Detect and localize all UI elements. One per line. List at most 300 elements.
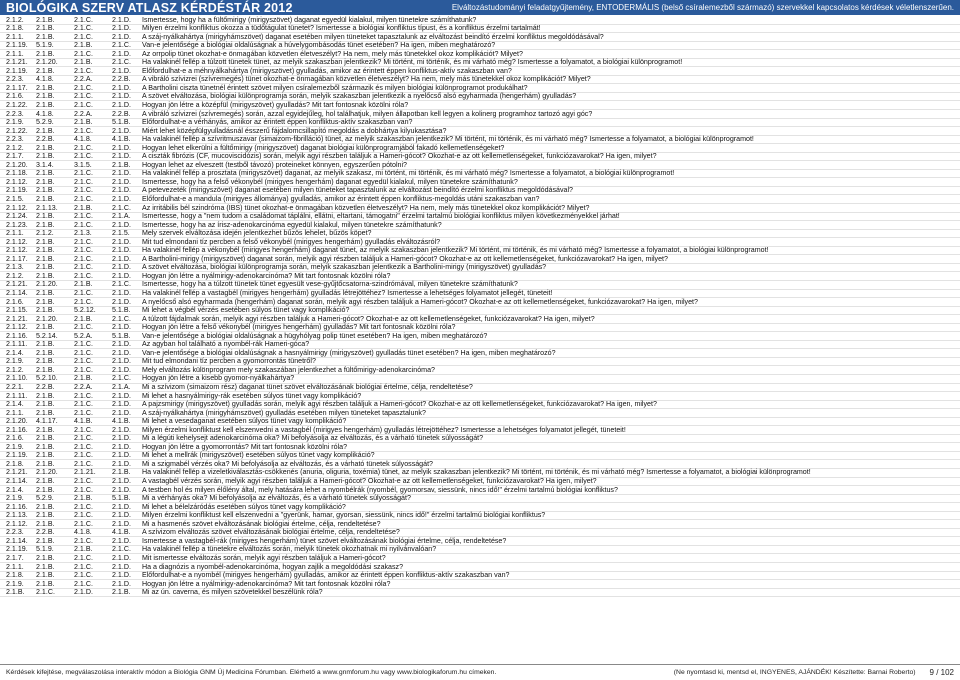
ref-code-2: 2.1.B. <box>36 519 55 528</box>
ref-code-4: 2.1.D. <box>112 451 131 460</box>
ref-code-1: 2.1.7. <box>6 553 24 562</box>
ref-code-1: 2.1.16. <box>6 331 28 340</box>
ref-code-1: 2.1.24. <box>6 212 28 221</box>
ref-code-3: 2.1.C. <box>74 212 93 221</box>
ref-code-4: 2.1.D. <box>112 442 131 451</box>
question-text: Hogyan jön létre a kisebb gyomor-nyálkahártya? <box>142 374 295 383</box>
ref-code-1: 2.1.11. <box>6 391 28 400</box>
ref-code-3: 2.1.C. <box>74 263 93 272</box>
ref-code-3: 2.1.B. <box>74 545 93 554</box>
ref-code-1: 2.1.6. <box>6 434 24 443</box>
question-text: Hogyan lehet az elveszett (testből távozó) proteineket könnyen, egyszerűen pótolni? <box>142 160 407 169</box>
ref-code-2: 2.1.B. <box>36 511 55 520</box>
ref-code-4: 2.1.D. <box>112 194 131 203</box>
ref-code-2: 2.1.20. <box>36 314 58 323</box>
ref-code-4: 2.1.D. <box>112 536 131 545</box>
question-text: A vastagbél vérzés során, melyik agyi részben találjuk a Hameri-gócot? Okozhat-e az ott kellemetlenségeket, funkciózavarokat? Ha igen, milyet? <box>142 477 597 486</box>
ref-code-4: 2.1.D. <box>112 571 131 580</box>
ref-code-2: 2.1.B. <box>36 400 55 409</box>
ref-code-2: 2.1.2. <box>36 229 54 238</box>
ref-code-2: 2.1.B. <box>36 391 55 400</box>
ref-code-1: 2.1.12. <box>6 246 28 255</box>
ref-code-1: 2.1.15. <box>6 306 28 315</box>
question-text: Milyen érzelmi konfliktust kell elszenvedni a "gyerünk, hamar, gyorsan, siessünk, nincs idő!" érzelmi tartalmú biológiai konfliktus? <box>142 511 546 520</box>
ref-code-4: 2.1.D. <box>112 425 131 434</box>
ref-code-4: 2.1.B. <box>112 588 131 597</box>
question-text: A pajzsmirigy (mirigyszövet) gyulladás során, melyik agyi részben találjuk a Hameri-gócot? Okozhat-e az ott kellemetlenségeket, funkciózavarokat? Ha igen, milyet? <box>142 400 657 409</box>
ref-code-4: 2.1.D. <box>112 126 131 135</box>
ref-code-4: 2.1.D. <box>112 323 131 332</box>
ref-code-1: 2.1.19. <box>6 66 28 75</box>
ref-code-3: 2.1.C. <box>74 519 93 528</box>
ref-code-4: 2.1.D. <box>112 254 131 263</box>
ref-code-3: 2.1.C. <box>74 297 93 306</box>
ref-code-4: 2.1.D. <box>112 391 131 400</box>
question-text: Mit tud elmondani tíz percben a gyomorrontás tünetről? <box>142 357 316 366</box>
question-text: Mi lehet a vesedaganat esetében súlyos tünet vagy komplikáció? <box>142 417 347 426</box>
ref-code-3: 4.1.B. <box>74 417 93 426</box>
ref-code-1: 2.1.13. <box>6 511 28 520</box>
question-text: Mit tud elmondani tíz percben a felső vékonybél (mirigyes hengerhám) gyulladás elváltozásról? <box>142 237 441 246</box>
ref-code-2: 2.1.B. <box>36 220 55 229</box>
ref-code-1: 2.1.2. <box>6 365 24 374</box>
question-text: Mi az ún. caverna, és milyen szövetekkel beszélünk róla? <box>142 588 323 597</box>
ref-code-4: 2.1.D. <box>112 519 131 528</box>
ref-code-3: 2.2.A. <box>74 109 93 118</box>
ref-code-4: 2.1.A. <box>112 212 131 221</box>
ref-code-2: 2.1.B. <box>36 92 55 101</box>
question-text: A Bartholini-mirigy (mirigyszövet) daganat során, melyik agyi részben találjuk a Hameri-gócot? Okozhat-e az ott kellemetlenségeket, funkciózavarokat? Ha igen, milyet? <box>142 254 668 263</box>
ref-code-2: 4.1.17. <box>36 417 58 426</box>
ref-code-4: 2.1.D. <box>112 357 131 366</box>
ref-code-3: 2.1.C. <box>74 49 93 58</box>
header-brand: BIOLÓGIKA SZERV ATLASZ KÉRDÉSTÁR 2012 <box>6 0 293 15</box>
ref-code-1: 2.1.1. <box>6 408 24 417</box>
ref-code-3: 2.1.C. <box>74 237 93 246</box>
ref-code-3: 2.1.B. <box>74 41 93 50</box>
question-row <box>0 589 960 598</box>
ref-code-3: 2.1.B. <box>74 203 93 212</box>
ref-code-4: 2.1.C. <box>112 314 131 323</box>
ref-code-4: 2.1.D. <box>112 237 131 246</box>
ref-code-2: 2.1.B. <box>36 289 55 297</box>
question-text: Ismertesse a vastagbél-rák (mirigyes hengerhám) tünet szövet elváltozásának biológiai értelme, célja, rendeltetése? <box>142 536 507 545</box>
ref-code-4: 2.1.D. <box>112 459 131 468</box>
ref-code-4: 2.1.D. <box>112 143 131 152</box>
ref-code-1: 2.1.16. <box>6 502 28 511</box>
ref-code-4: 2.1.D. <box>112 263 131 272</box>
question-text: Előfordulhat-e a nyombél (mirigyes hengerhám) gyulladás, amikor az érintett éppen konfliktus-aktív szakaszban van? <box>142 571 510 580</box>
ref-code-1: 2.1.22. <box>6 100 28 109</box>
ref-code-4: 5.1.B. <box>112 306 131 315</box>
ref-code-1: 2.1.20. <box>6 160 28 169</box>
ref-code-2: 2.1.B. <box>36 553 55 562</box>
ref-code-2: 2.1.B. <box>36 271 55 280</box>
question-text: Mi lehet a végbél vérzés esetében súlyos tünet vagy komplikáció? <box>142 306 350 315</box>
ref-code-1: 2.1.4. <box>6 485 24 494</box>
question-text: Miért lehet középfülgyulladásnál ésszerű fájdalomcsillapító megoldás a dobhártya kilyukasztása? <box>142 126 447 135</box>
question-text: A túlzott fájdalmak során, melyik agyi részben találjuk a Hameri-gócot? Okozhat-e az ott kellemetlenségeket, funkciózavarokat? Ha igen, milyet? <box>142 314 595 323</box>
question-text: Hogyan jön létre a gyomorrontás? Mit tart fontosnak közölni róla? <box>142 442 348 451</box>
ref-code-3: 2.1.C. <box>74 271 93 280</box>
ref-code-3: 2.1.C. <box>74 169 93 178</box>
ref-code-2: 5.1.9. <box>36 41 54 50</box>
question-text: Az irritábilis bél szindróma (IBS) tünet okozhat-e önmagában közvetlen életveszélyt? Ha nem, mely más tünetekkel okoz komplikációt? Milyet? <box>142 203 590 212</box>
ref-code-3: 2.1.B. <box>74 58 93 67</box>
ref-code-4: 2.1.C. <box>112 203 131 212</box>
ref-code-3: 2.1.B. <box>74 118 93 127</box>
ref-code-1: 2.2.3. <box>6 135 24 144</box>
ref-code-2: 2.1.B. <box>36 126 55 135</box>
ref-code-3: 2.1.C. <box>74 100 93 109</box>
question-text: A vibráló szívizrei (szívremegés) során, azzal egyidejűleg, hol találhatjuk, milyen állapotban kell legyen a kolinerg programhoz tartozó agyi góc? <box>142 109 593 118</box>
question-text: Mi lehet a bélelzáródás esetében súlyos tünet vagy komplikáció? <box>142 502 346 511</box>
question-text: A száj-nyálkahártya (mirigyhámszövet) gyulladás esetében milyen tüneteket tapasztalunk? <box>142 408 426 417</box>
ref-code-4: 2.1.D. <box>112 579 131 588</box>
ref-code-1: 2.1.6. <box>6 92 24 101</box>
ref-code-1: 2.1.14. <box>6 289 28 297</box>
ref-code-4: 2.1.D. <box>112 365 131 374</box>
ref-code-1: 2.2.1. <box>6 383 24 392</box>
ref-code-2: 2.1.B. <box>36 24 55 33</box>
ref-code-4: 2.1.D. <box>112 289 131 297</box>
question-text: Van-e jelentősége a biológiai oldalúságnak a hügyhólyag polip tünet esetében? Ha igen, miben meghatározó? <box>142 331 488 340</box>
question-text: A vibráló szívizrei (szívremegés) tünet okozhat-e önmagában közvetlen életveszélyt? Ha nem, mely más tünetekkel okoz komplikációt? Milyet? <box>142 75 591 84</box>
ref-code-4: 5.1.B. <box>112 118 131 127</box>
question-text: Ha valakinél fellép a prosztata (mirigyszövet) daganat, az melyik szakasz, mi történt, mi történik, és mi várható még? Ismertesse a folyamatot, a biológiai különprogramot! <box>142 169 675 178</box>
question-text: A ciszták fibrózis (CF, mucoviscidózis) során, melyik agyi részben találjuk a Hameri-gócot? Okozhat-e az ott kellemetlenségeket, funkciózavarokat? Ha igen, milyet? <box>142 152 657 161</box>
question-text: Hogyan jön létre a nyálmirigy-adenokarcinóma? Mit tart fontosnak közölni róla? <box>142 579 391 588</box>
footer-note: Kérdések kifejtése, megválaszolása interaktív módon a Biológia GNM Új Medicina Fórumban. Elérhető a www.gnmforum.hu vagy www.biologikaforum.hu címeken. <box>6 669 497 676</box>
ref-code-3: 2.1.B. <box>74 494 93 503</box>
ref-code-1: 2.1.19. <box>6 186 28 195</box>
ref-code-1: 2.1.23. <box>6 220 28 229</box>
ref-code-1: 2.1.21. <box>6 314 28 323</box>
ref-code-1: 2.1.12. <box>6 519 28 528</box>
ref-code-1: 2.1.12. <box>6 323 28 332</box>
ref-code-1: 2.1.1. <box>6 229 24 238</box>
ref-code-4: 2.1.D. <box>112 32 131 41</box>
ref-code-3: 2.1.C. <box>74 323 93 332</box>
ref-code-4: 2.1.D. <box>112 24 131 33</box>
question-text: Hogyan jön létre a középfül (mirigyszövet) gyulladás? Mit tart fontosnak közölni róla? <box>142 100 409 109</box>
question-text: Előfordulhat-e a méhnyálkahártya (mirigyszövet) gyulladás, amikor az érintett éppen konfliktus-aktív szakaszban van? <box>142 66 512 75</box>
ref-code-4: 2.1.D. <box>112 485 131 494</box>
ref-code-2: 2.1.B. <box>36 237 55 246</box>
ref-code-3: 2.1.C. <box>74 66 93 75</box>
question-text: Van-e jelentősége a biológiai oldalúságnak a húvelygombásodás tünet esetében? Ha igen, miben meghatározó? <box>142 41 496 50</box>
ref-code-2: 2.1.B. <box>36 340 55 349</box>
question-text: Milyen érzelmi konfliktus okozza a tüdőtágulat tünetet? Ismertesse a biológiai konfliktus típust, és a konfliktus érzelmi tartalmát! <box>142 24 541 33</box>
ref-code-4: 2.1.C. <box>112 41 131 50</box>
page-header <box>0 0 960 15</box>
question-text: A száj-nyálkahártya (mirigyhámszövet) daganat esetében milyen tüneteket tapasztalunk az elváltozást beindító érzelmi konfliktus megoldódásával? <box>142 32 604 41</box>
ref-code-1: 2.1.20. <box>6 417 28 426</box>
ref-code-2: 2.1.20. <box>36 468 58 477</box>
ref-code-1: 2.1.17. <box>6 254 28 263</box>
question-text: A Bartholini ciszta tünetnél érintett szövet milyen csíralemezből származik és milyen biológiai különprogramot produkálhat? <box>142 83 528 92</box>
ref-code-2: 5.1.9. <box>36 545 54 554</box>
ref-code-2: 2.1.C. <box>36 588 55 597</box>
ref-code-2: 2.1.B. <box>36 579 55 588</box>
question-text: Ha a diagnózis a nyombél-adenokarcinóma, hogyan zajlik a megoldódási szakasz? <box>142 562 404 571</box>
ref-code-1: 2.1.10. <box>6 374 28 383</box>
ref-code-3: 2.1.C. <box>74 391 93 400</box>
ref-code-4: 2.1.D. <box>112 49 131 58</box>
ref-code-4: 2.1.A. <box>112 383 131 392</box>
ref-code-3: 2.1.C. <box>74 459 93 468</box>
ref-code-2: 4.1.8. <box>36 109 54 118</box>
question-text: Mi a légúti kehelysejt adenokarcinóma oka? Mi befolyásolja az elváltozás, és a várható tünetek súlyosságát? <box>142 434 484 443</box>
ref-code-4: 2.1.D. <box>112 400 131 409</box>
ref-code-1: 2.1.18. <box>6 169 28 178</box>
ref-code-3: 2.1.21. <box>74 468 96 477</box>
ref-code-1: 2.1.9. <box>6 494 24 503</box>
ref-code-2: 2.1.B. <box>36 477 55 486</box>
question-text: A szövet elváltozása, biológiai különprogramja során, melyik szakaszban jelentkezik a nyelőcső alsó egyharmada (hengerhám) gyulladás? <box>142 92 577 101</box>
ref-code-3: 2.1.C. <box>74 425 93 434</box>
ref-code-2: 2.1.B. <box>36 365 55 374</box>
question-text: Van-e jelentősége a biológiai oldalúságnak a hasnyálmirigy (mirigyszövet) gyulladás tünet esetében? Ha igen, miben meghatározó? <box>142 348 556 357</box>
ref-code-3: 2.1.C. <box>74 562 93 571</box>
ref-code-1: 2.1.8. <box>6 571 24 580</box>
ref-code-2: 5.2.9. <box>36 494 54 503</box>
question-text: Mi a szigmabél vérzés oka? Mi befolyásolja az elváltozás, és a várható tünetek súlyosságát? <box>142 459 433 468</box>
ref-code-1: 2.1.19. <box>6 545 28 554</box>
ref-code-1: 2.1.19. <box>6 451 28 460</box>
ref-code-1: 2.1.17. <box>6 83 28 92</box>
ref-code-4: 2.1.D. <box>112 340 131 349</box>
question-text: Előfordulhat-e a mandula (mirigyes állománya) gyulladás, amikor az érintett éppen konfliktus-megoldás utáni szakaszban van? <box>142 194 540 203</box>
ref-code-4: 2.1.D. <box>112 271 131 280</box>
ref-code-1: 2.1.1. <box>6 562 24 571</box>
ref-code-2: 2.1.B. <box>36 263 55 272</box>
ref-code-3: 2.1.C. <box>74 485 93 494</box>
ref-code-4: 2.1.D. <box>112 92 131 101</box>
question-text: A testben hol és milyen élőlény által, mely hatására lehet a nyombélrák (nyombél, gyomorsav, siessünk, nincs idő!" érzelmi tartalmú biológiai konfliktus? <box>142 485 618 494</box>
ref-code-3: 2.1.C. <box>74 434 93 443</box>
ref-code-4: 2.1.D. <box>112 16 131 24</box>
question-text: Mely elváltozás különprogram mely szakaszában jelentkezhet a fültőmirigy-adenokarcinóma? <box>142 365 435 374</box>
ref-code-2: 2.1.13. <box>36 203 58 212</box>
ref-code-3: 2.1.C. <box>74 152 93 161</box>
ref-code-2: 2.1.B. <box>36 502 55 511</box>
ref-code-2: 2.1.B. <box>36 152 55 161</box>
question-text: Az orrpolip tünet okozhat-e önmagában közvetlen életveszélyt? Ha nem, mely más tünetekkel okoz komplikációt? Milyet? <box>142 49 523 58</box>
ref-code-2: 2.1.20. <box>36 58 58 67</box>
question-text: Előfordulhat-e a vérhányás, amikor az érintett éppen konfliktus-aktív szakaszban van? <box>142 118 413 127</box>
ref-code-4: 2.1.D. <box>112 169 131 178</box>
ref-code-1: 2.1.2. <box>6 271 24 280</box>
ref-code-3: 2.1.C. <box>74 451 93 460</box>
ref-code-3: 2.1.C. <box>74 536 93 545</box>
ref-code-1: 2.1.B. <box>6 588 25 597</box>
question-text: Ha valakinél fellép a vékonybél (mirigyes hengerhám) daganat tünet, az melyik szakaszban jelentkezik? Mi történt, mi történik, és mi várható még? Ismertesse a folyamatot, a biológiai különprogramot! <box>142 246 769 255</box>
ref-code-3: 2.1.C. <box>74 400 93 409</box>
ref-code-1: 2.1.12. <box>6 203 28 212</box>
ref-code-2: 2.2.B. <box>36 135 55 144</box>
ref-code-3: 2.1.C. <box>74 220 93 229</box>
ref-code-4: 2.1.D. <box>112 177 131 186</box>
header-subtitle: Elváltozástudományi feladatgyűjtemény, ENTODERMÁLIS (belső csíralemezből származó) szervekkel kapcsolatos kérdések véletlenszerűen. <box>451 3 954 12</box>
question-text: Milyen érzelmi konfliktust kell elszenvedni a vastagbél (mirigyes hengerhám) gyulladás létrejöttéhez? Ismertesse a lehetséges folyamatot jellegét, tüneteit! <box>142 425 626 434</box>
question-text: A petevezeték (mirigyszövet) daganat esetében milyen tüneteket tapasztalunk az elváltozást beindító érzelmi konfliktus megoldódásával? <box>142 186 573 195</box>
ref-code-3: 2.1.C. <box>74 143 93 152</box>
ref-code-3: 2.1.C. <box>74 194 93 203</box>
ref-code-4: 2.1.D. <box>112 348 131 357</box>
ref-code-3: 2.1.C. <box>74 502 93 511</box>
ref-code-3: 2.1.C. <box>74 24 93 33</box>
ref-code-2: 2.1.B. <box>36 459 55 468</box>
ref-code-1: 2.1.4. <box>6 348 24 357</box>
ref-code-3: 2.1.3. <box>74 229 92 238</box>
page-number: 9 / 102 <box>929 668 954 677</box>
ref-code-2: 2.1.B. <box>36 169 55 178</box>
ref-code-2: 2.1.20. <box>36 280 58 289</box>
ref-code-1: 2.1.21. <box>6 468 28 477</box>
ref-code-1: 2.1.7. <box>6 152 24 161</box>
ref-code-2: 2.1.B. <box>36 571 55 580</box>
ref-code-3: 4.1.8. <box>74 135 92 144</box>
ref-code-1: 2.1.8. <box>6 24 24 33</box>
ref-code-3: 2.1.C. <box>74 365 93 374</box>
ref-code-2: 2.1.B. <box>36 408 55 417</box>
ref-code-4: 2.1.D. <box>112 502 131 511</box>
ref-code-4: 2.1.D. <box>112 511 131 520</box>
ref-code-3: 2.1.D. <box>74 588 93 597</box>
ref-code-2: 2.1.B. <box>36 177 55 186</box>
ref-code-3: 5.2.A. <box>74 331 93 340</box>
ref-code-2: 2.1.B. <box>36 357 55 366</box>
ref-code-4: 2.1.D. <box>112 83 131 92</box>
question-text: A nyelőcső alsó egyharmada (hengerhám) daganat során, melyik agyi részben találjuk a Hameri-gócot? Okozhat-e az ott kellemetlenségeket, funkciózavarokat? Ha igen, milyet? <box>142 297 698 306</box>
ref-code-4: 4.1.B. <box>112 135 131 144</box>
ref-code-4: 4.1.B. <box>112 528 131 537</box>
ref-code-3: 2.1.C. <box>74 32 93 41</box>
ref-code-2: 2.1.B. <box>36 83 55 92</box>
ref-code-3: 2.1.C. <box>74 289 93 297</box>
ref-code-2: 2.1.B. <box>36 348 55 357</box>
ref-code-1: 2.2.3. <box>6 75 24 84</box>
question-text: Ismertesse, hogy ha a fültőmirigy (mirigyszövet) daganat egyedül kialakul, milyen tünetekre számíthatunk? <box>142 16 477 24</box>
ref-code-2: 2.1.B. <box>36 297 55 306</box>
ref-code-2: 2.1.B. <box>36 194 55 203</box>
ref-code-4: 2.1.C. <box>112 280 131 289</box>
ref-code-2: 2.1.B. <box>36 100 55 109</box>
question-text: Mely szervek elváltozása idején jelentkezhet bűzös lehelet, bűzös köpet? <box>142 229 372 238</box>
ref-code-4: 2.1.D. <box>112 477 131 486</box>
ref-code-3: 2.1.C. <box>74 579 93 588</box>
ref-code-4: 5.1.B. <box>112 494 131 503</box>
ref-code-4: 2.1.D. <box>112 297 131 306</box>
ref-code-1: 2.1.19. <box>6 41 28 50</box>
ref-code-3: 2.1.C. <box>74 246 93 255</box>
ref-code-3: 5.2.12. <box>74 306 96 315</box>
ref-code-2: 2.1.B. <box>36 212 55 221</box>
ref-code-3: 2.1.C. <box>74 83 93 92</box>
ref-code-1: 2.1.2. <box>6 16 24 24</box>
ref-code-4: 2.1.D. <box>112 246 131 255</box>
question-text: Ismertesse, hogy ha a túlzott tünetek tünet egyesült vese-gyűjtőcsatorna-szindrómával, milyen tünetekre számíthatunk? <box>142 280 518 289</box>
ref-code-3: 2.1.C. <box>74 186 93 195</box>
ref-code-2: 2.1.B. <box>36 32 55 41</box>
ref-code-3: 2.1.B. <box>74 374 93 383</box>
ref-code-1: 2.1.2. <box>6 143 24 152</box>
ref-code-2: 5.2.10. <box>36 374 58 383</box>
ref-code-3: 2.1.C. <box>74 92 93 101</box>
ref-code-2: 2.2.B. <box>36 383 55 392</box>
question-text: Mi lehet a mellrák (mirigyszövet) esetében súlyos tünet vagy komplikáció? <box>142 451 375 460</box>
ref-code-2: 2.1.B. <box>36 66 55 75</box>
ref-code-3: 2.1.C. <box>74 126 93 135</box>
question-text: Ha valakinél fellép a túlzott tünetek tünet, az melyik szakaszban jelentkezik? Mi történt, mi történik, és mi várható még? Ismertesse a folyamatot, a biológiai különprogramot! <box>142 58 683 67</box>
ref-code-1: 2.1.5. <box>6 194 24 203</box>
ref-code-1: 2.1.6. <box>6 297 24 306</box>
ref-code-3: 2.1.C. <box>74 477 93 486</box>
ref-code-2: 2.1.B. <box>36 434 55 443</box>
question-text: Mi lehet a hasnyálmirigy-rák esetében súlyos tünet vagy komplikáció? <box>142 391 362 400</box>
ref-code-3: 2.1.C. <box>74 340 93 349</box>
ref-code-3: 2.2.A. <box>74 383 93 392</box>
question-text: Az agyban hol található a nyombél-rák Hameri-góca? <box>142 340 310 349</box>
ref-code-2: 2.1.B. <box>36 425 55 434</box>
ref-code-1: 2.1.9. <box>6 357 24 366</box>
question-text: Ha valakinél fellép a szívritmuszavar (simaizom-fibrilláció) tünet, az melyik szakaszban jelentkezik? Mi történt, mi történik, és mi várható még? Ismertesse a folyamatot, a biológiai különprogramot! <box>142 135 754 144</box>
ref-code-1: 2.1.4. <box>6 400 24 409</box>
ref-code-2: 2.1.B. <box>36 254 55 263</box>
ref-code-1: 2.1.9. <box>6 579 24 588</box>
ref-code-2: 3.1.4. <box>36 160 54 169</box>
ref-code-3: 2.1.C. <box>74 511 93 520</box>
ref-code-4: 2.1.D. <box>112 186 131 195</box>
ref-code-1: 2.1.1. <box>6 49 24 58</box>
ref-code-4: 2.1.B. <box>112 160 131 169</box>
ref-code-1: 2.1.16. <box>6 425 28 434</box>
ref-code-1: 2.1.12. <box>6 177 28 186</box>
ref-code-4: 5.1.B. <box>112 331 131 340</box>
ref-code-1: 2.1.12. <box>6 237 28 246</box>
question-text: Ha valakinél fellép a tünetekre elváltozás során, melyik tünetek okozhatnak mi nyilvánvalóan? <box>142 545 437 554</box>
ref-code-3: 2.1.C. <box>74 357 93 366</box>
question-text: Ismertesse, hogy a "nem tudom a családomat táplálni, ellátni, eltartani, támogatni" érzelmi tartalmú biológiai konfliktus milyen következményekkel járhat! <box>142 212 620 221</box>
ref-code-3: 2.1.C. <box>74 408 93 417</box>
ref-code-3: 2.1.C. <box>74 553 93 562</box>
ref-code-1: 2.1.14. <box>6 536 28 545</box>
ref-code-3: 2.1.C. <box>74 177 93 186</box>
ref-code-1: 2.1.9. <box>6 442 24 451</box>
question-text: Ismertesse, hogy ha a felső vékonybél (mirigyes hengerhám) daganat egyedül kialakul, milyen tünetekre számíthatunk? <box>142 177 518 186</box>
ref-code-4: 2.1.D. <box>112 408 131 417</box>
ref-code-2: 2.1.B. <box>36 16 55 24</box>
ref-code-1: 2.1.9. <box>6 118 24 127</box>
ref-code-4: 2.1.D. <box>112 562 131 571</box>
question-text: Mi a hasmenés szövet elváltozásának biológiai értelme, célja, rendeltetése? <box>142 519 381 528</box>
ref-code-2: 5.2.9. <box>36 118 54 127</box>
ref-code-1: 2.1.8. <box>6 459 24 468</box>
ref-code-2: 2.1.B. <box>36 451 55 460</box>
ref-code-2: 2.1.B. <box>36 323 55 332</box>
ref-code-3: 3.1.5. <box>74 160 92 169</box>
question-text: A szövet elváltozása, biológiai különprogramja során, melyik szakaszban jelentkezik a Bartholini-mirigy (mirigyszövet) gyulladás? <box>142 263 547 272</box>
ref-code-2: 2.1.B. <box>36 49 55 58</box>
ref-code-4: 2.1.D. <box>112 553 131 562</box>
ref-code-4: 2.1.D. <box>112 152 131 161</box>
question-text: Ha valakinél fellép a vastagbél (mirigyes hengerhám) gyulladás létrejöttéhez? Ismertesse a lehetséges folyamatot jellegét, tüneteit! <box>142 289 553 297</box>
ref-code-1: 2.1.11. <box>6 340 28 349</box>
ref-code-3: 2.2.A. <box>74 75 93 84</box>
ref-code-4: 2.2.B. <box>112 75 131 84</box>
ref-code-3: 2.1.B. <box>74 314 93 323</box>
